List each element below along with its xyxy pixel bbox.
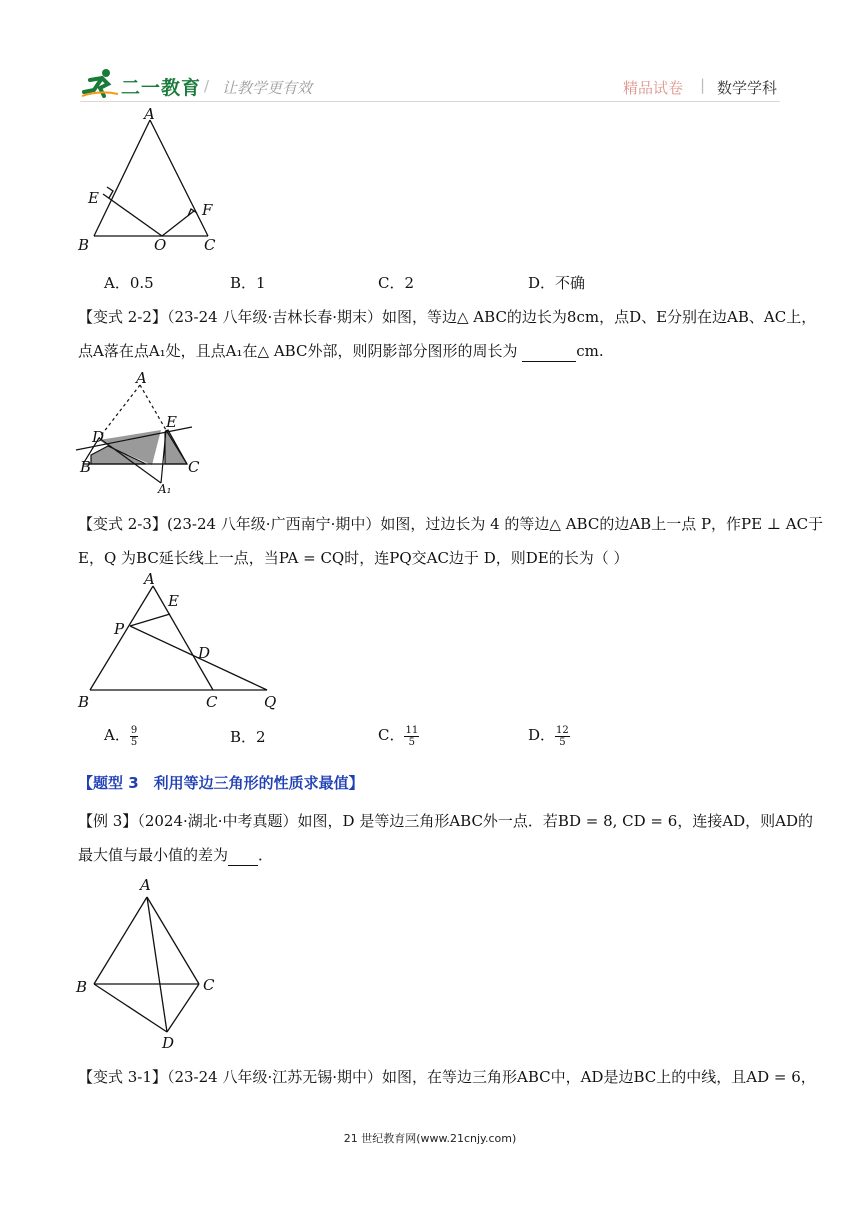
fig2-label-a1: A₁ bbox=[158, 482, 172, 495]
header-subject: 数学学科 bbox=[717, 79, 778, 97]
q23-option-a: A． $\frac{9}{5}$ bbox=[104, 724, 138, 748]
ex3-text1: （2024·湖北·中考真题）如图，D 是等边三角形ABC外一点．若BD = 8, CD = 6，连接AD，则AD的 bbox=[137, 812, 814, 830]
ex3-line1 bbox=[78, 811, 813, 831]
figure-folded-triangle bbox=[70, 370, 210, 495]
q1-option-b: B．1 bbox=[230, 274, 266, 292]
fig2-label-e: E bbox=[166, 413, 177, 431]
page-footer: 21 世纪教育网(www.21cnjy.com) bbox=[343, 1132, 517, 1145]
figure-triangle-abcd bbox=[70, 872, 230, 1052]
ex3-end: ． bbox=[258, 846, 274, 864]
fig1-label-f: F bbox=[202, 201, 213, 219]
logo-text: 二一教育 bbox=[121, 77, 202, 99]
header-slash: / bbox=[204, 77, 210, 95]
fig1-label-e: E bbox=[88, 189, 99, 207]
header-separator: | bbox=[700, 76, 706, 94]
fig2-label-b: B bbox=[80, 458, 92, 476]
fig3-label-a: A bbox=[144, 570, 155, 588]
fig4-label-b: B bbox=[76, 978, 88, 996]
fig2-label-c: C bbox=[188, 458, 200, 476]
q23-option-b: B．2 bbox=[230, 728, 266, 746]
header bbox=[0, 0, 860, 110]
q23-option-c: C． $\frac{11}{5}$ bbox=[378, 724, 419, 748]
ex3-text2: 最大值与最小值的差为 bbox=[78, 846, 229, 864]
q23-option-d-fraction: $\frac{12}{5}$ bbox=[556, 724, 569, 748]
q1-option-c: C．2 bbox=[378, 274, 415, 292]
fig3-label-d: D bbox=[198, 644, 211, 662]
header-brand: 精品试卷 bbox=[623, 79, 684, 97]
ex3-line2 bbox=[78, 845, 273, 866]
header-slogan: 让教学更有效 bbox=[222, 79, 313, 97]
fig1-label-a: A bbox=[144, 105, 155, 123]
v22-line1 bbox=[78, 307, 816, 327]
q1-option-d: D．不确 bbox=[528, 274, 586, 292]
header-divider bbox=[80, 101, 780, 102]
v23-text2: E，Q 为BC延长线上一点，当PA = CQ时，连PQ交AC边于 D，则DE的长为（ ） bbox=[78, 549, 629, 567]
fig1-label-o: O bbox=[154, 236, 167, 254]
v23-prefix: 【变式 2-3】 bbox=[78, 515, 167, 533]
v22-unit: cm. bbox=[576, 342, 604, 360]
q1-option-a: A．0.5 bbox=[104, 274, 154, 292]
fig4-label-d: D bbox=[162, 1034, 175, 1052]
fig1-label-b: B bbox=[78, 236, 90, 254]
fig3-label-p: P bbox=[114, 620, 125, 638]
fig2-label-a: A bbox=[136, 370, 147, 387]
fig4-label-a: A bbox=[140, 876, 151, 894]
section3-title: 【题型 3 利用等边三角形的性质求最值】 bbox=[78, 774, 364, 792]
ex3-answer-blank bbox=[228, 845, 258, 866]
v22-text1: 如图，等边△ ABC的边长为8cm，点D、E分别在边AB、AC上， bbox=[382, 308, 817, 326]
v22-answer-blank bbox=[522, 341, 576, 362]
fig1-label-c: C bbox=[204, 236, 216, 254]
v22-prefix: 【变式 2-2】 bbox=[78, 308, 167, 326]
v23-line1 bbox=[78, 514, 823, 534]
ex3-prefix: 【例 3】 bbox=[78, 812, 138, 830]
v23-text1: (23-24 八年级·广西南宁·期中）如图，过边长为 4 的等边△ ABC的边AB上一点 P，作PE ⊥ AC于 bbox=[166, 515, 824, 533]
v23-line2 bbox=[78, 548, 628, 568]
fig3-label-e: E bbox=[168, 592, 179, 610]
fig2-label-d: D bbox=[92, 428, 105, 446]
v31-prefix: 【变式 3-1】 bbox=[78, 1068, 167, 1086]
v22-source: （23-24 八年级·吉林长春·期末） bbox=[166, 308, 382, 326]
v31-line1 bbox=[78, 1067, 816, 1087]
q23-option-d: D． $\frac{12}{5}$ bbox=[528, 724, 569, 748]
fig4-label-c: C bbox=[203, 976, 215, 994]
fig3-label-b: B bbox=[78, 693, 90, 711]
fig3-label-q: Q bbox=[264, 693, 277, 711]
runner-logo-icon bbox=[80, 68, 120, 98]
v22-text2: 点A落在点A₁处，且点A₁在△ ABC外部，则阴影部分图形的周长为 bbox=[78, 342, 523, 360]
q23-option-c-fraction: $\frac{11}{5}$ bbox=[405, 724, 419, 748]
figure-triangle-efo bbox=[70, 105, 230, 260]
figure-triangle-pq bbox=[70, 570, 285, 715]
fig3-label-c: C bbox=[206, 693, 218, 711]
q23-option-a-fraction: $\frac{9}{5}$ bbox=[130, 724, 138, 748]
v31-text1: （23-24 八年级·江苏无锡·期中）如图，在等边三角形ABC中，AD是边BC上的中线，且AD = 6， bbox=[166, 1068, 816, 1086]
v22-line2 bbox=[78, 341, 604, 362]
